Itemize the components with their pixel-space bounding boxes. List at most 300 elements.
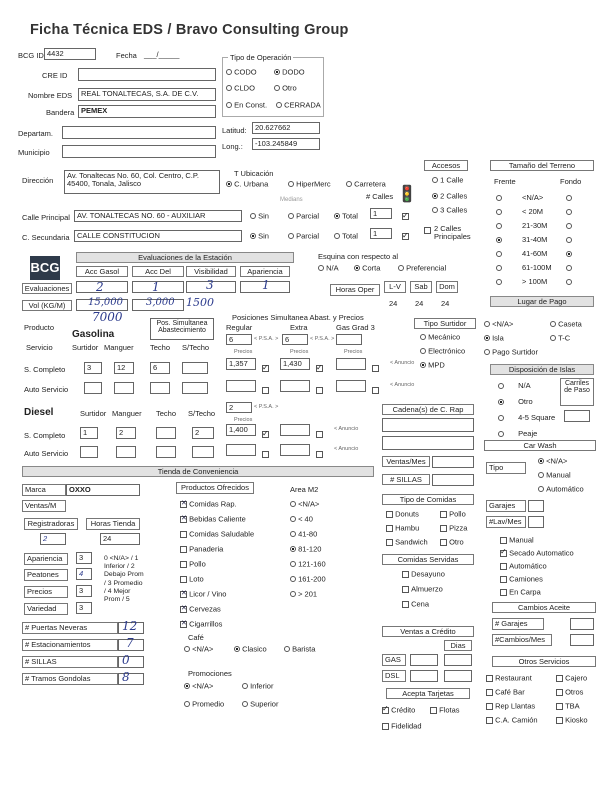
servida-almuerzo[interactable] <box>402 585 443 593</box>
otro-otros[interactable] <box>556 688 583 696</box>
otro-rep-llantas[interactable] <box>486 702 535 710</box>
credito-dsl-dias[interactable] <box>444 670 472 682</box>
surt-electronico[interactable] <box>420 347 465 355</box>
terreno-frente-100m[interactable] <box>496 278 502 286</box>
gas-extra-check[interactable] <box>316 360 323 378</box>
traffic-light-icon: 🚦 <box>397 186 417 203</box>
radio-icon <box>484 349 490 355</box>
gas-auto-check-reg[interactable] <box>262 382 269 400</box>
area-title: Area M2 <box>290 485 319 494</box>
terreno-fondo-21-30m[interactable] <box>566 222 572 230</box>
servida-almuerzo-label: Almuerzo <box>411 584 443 594</box>
cw-manual[interactable] <box>538 471 571 479</box>
diesel-price-check[interactable] <box>262 426 269 444</box>
cs-parcial[interactable] <box>288 232 319 240</box>
promo-inferior[interactable] <box>242 682 273 690</box>
aceite-garajes-field[interactable] <box>570 618 594 630</box>
checkbox-icon <box>500 576 507 583</box>
cw-na[interactable] <box>538 457 567 465</box>
marca-field[interactable]: OXXO <box>66 484 140 496</box>
cp-parcial[interactable] <box>288 212 319 220</box>
bcg-id-field[interactable]: 4432 <box>44 48 96 60</box>
evaluaciones-title: Evaluaciones de la Estación <box>76 252 294 263</box>
area-40[interactable] <box>290 515 313 523</box>
marca-label: Marca <box>22 484 66 496</box>
medians-label: Medians <box>280 197 303 203</box>
checkbox-icon <box>386 525 393 532</box>
promo-na[interactable] <box>184 682 213 690</box>
eval-apar-value: 1 <box>262 278 270 292</box>
productos-title: Productos Ofrecidos <box>176 482 254 494</box>
horas-lv-value[interactable]: 24 <box>389 299 398 308</box>
gas-auto-manguer[interactable] <box>114 382 134 394</box>
cre-field[interactable] <box>78 68 216 81</box>
calle-secundaria-field[interactable]: CALLE CONSTITUCION <box>74 230 242 242</box>
radio-icon <box>290 576 296 582</box>
pago-surtidor[interactable] <box>484 348 538 356</box>
checkbox-icon <box>556 717 563 724</box>
horas-tienda-label: Horas Tienda <box>86 518 140 530</box>
gas-stecho-field[interactable] <box>182 362 208 374</box>
neveras-label: # Puertas Neveras <box>22 622 118 634</box>
gas-techo-field[interactable]: 6 <box>150 362 170 374</box>
diesel-auto-check-2[interactable] <box>316 446 323 464</box>
terreno-frente-61-100m[interactable] <box>496 264 502 272</box>
op-cerrada[interactable] <box>276 101 321 109</box>
regular-label: Regular <box>226 323 253 332</box>
terreno-row-label: 21-30M <box>522 221 548 230</box>
cafe-na[interactable] <box>184 645 213 653</box>
cs-principal-check[interactable] <box>402 228 409 246</box>
sillas-tienda-label: # SILLAS <box>22 656 118 668</box>
terreno-fondo-61-100m[interactable] <box>566 264 572 272</box>
col-surtidor: Surtidor <box>72 343 99 352</box>
gas-auto-techo[interactable] <box>150 382 170 394</box>
ubic-hipermerc[interactable] <box>288 180 331 188</box>
comida-pizza[interactable] <box>440 524 467 532</box>
area-option-label: 81-120 <box>298 544 322 554</box>
checkbox-icon <box>262 451 269 458</box>
diesel-price-2[interactable] <box>280 424 310 436</box>
gas-auto-price-g3[interactable] <box>336 380 366 392</box>
terreno-frente-31-40m[interactable] <box>496 236 502 244</box>
credito-dsl-field[interactable] <box>410 670 438 682</box>
direccion-field[interactable] <box>64 170 220 194</box>
cadena-field-1[interactable] <box>382 418 474 432</box>
precio-label-g3: Precios <box>344 349 363 355</box>
gas-g3-check[interactable] <box>372 360 379 378</box>
checkbox-icon <box>486 675 493 682</box>
acc-2calles[interactable] <box>432 192 467 200</box>
promo-superior-label: Superior <box>250 699 279 709</box>
esq-corta-label: Corta <box>362 263 381 273</box>
esquina-title: Esquina con respecto al <box>318 252 399 261</box>
cw-auto[interactable] <box>538 485 584 493</box>
radio-icon <box>184 701 190 707</box>
cafe-barista[interactable] <box>284 645 315 653</box>
radio-selected-icon <box>334 213 340 219</box>
comida-donuts[interactable] <box>386 510 419 518</box>
area-201[interactable] <box>290 590 317 598</box>
gas-pos-g3[interactable] <box>336 334 362 345</box>
gas-pos-extra[interactable]: 6 <box>282 334 308 345</box>
ubic-urbana[interactable] <box>226 180 268 188</box>
comida-sandwich-label: Sandwich <box>395 537 428 547</box>
lav-mes-field[interactable] <box>528 516 544 528</box>
cafe-clasico[interactable] <box>234 645 267 653</box>
producto-label: Cervezas <box>189 604 221 614</box>
producto-loto[interactable] <box>180 575 204 583</box>
esq-preferencial[interactable] <box>398 264 446 272</box>
area-81-120[interactable] <box>290 545 321 553</box>
terreno-fondo-41-60m[interactable] <box>566 250 572 258</box>
islas-peaje[interactable] <box>498 430 537 438</box>
gas-price-g3[interactable] <box>336 358 366 370</box>
terreno-frente-41-60m[interactable] <box>496 250 502 258</box>
aceite-garajes-label: # Garajes <box>492 618 544 630</box>
cp-principal-check[interactable] <box>402 208 409 226</box>
area-n-a[interactable] <box>290 500 319 508</box>
servida-desayuno[interactable] <box>402 570 445 578</box>
producto-bebidas-caliente[interactable] <box>180 515 246 523</box>
otro-c-a-cami-n[interactable] <box>486 716 538 724</box>
checkbox-icon <box>486 703 493 710</box>
diesel-pos-field[interactable]: 2 <box>226 402 252 413</box>
eval-col-apariencia: Apariencia <box>240 266 290 277</box>
cp-calles-field[interactable]: 1 <box>370 208 392 219</box>
depto-field[interactable] <box>62 126 216 139</box>
radio-icon <box>346 181 352 187</box>
fecha-label: Fecha <box>116 51 137 60</box>
producto-cervezas[interactable] <box>180 605 221 613</box>
diesel-techo-field[interactable] <box>156 427 176 439</box>
area-41-80[interactable] <box>290 530 317 538</box>
otro-caf-bar[interactable] <box>486 688 525 696</box>
cw-carpa-label: En Carpa <box>509 587 541 597</box>
cp-sin-label: Sin <box>258 211 269 221</box>
esq-corta[interactable] <box>354 264 380 272</box>
checkbox-icon <box>402 586 409 593</box>
diesel-price[interactable]: 1,400 <box>226 424 256 436</box>
gas-price-extra[interactable]: 1,430 <box>280 358 310 370</box>
horas-lv-label: L-V <box>384 281 406 293</box>
cw-camiones-check[interactable] <box>500 575 543 583</box>
registradoras-field[interactable]: 2 <box>40 533 66 545</box>
gas-auto-surtidor[interactable] <box>84 382 102 394</box>
surt-mpd[interactable] <box>420 361 445 369</box>
horas-sab-label: Sab <box>410 281 432 293</box>
check-icon <box>402 213 409 220</box>
cs-sin[interactable] <box>250 232 269 240</box>
checkbox-icon <box>500 537 507 544</box>
cw-manual-check[interactable] <box>500 536 534 544</box>
promo-inferior-label: Inferior <box>250 681 274 691</box>
radio-icon <box>498 415 504 421</box>
cadena-field-2[interactable] <box>382 436 474 450</box>
diesel-surtidor-field[interactable]: 1 <box>80 427 98 439</box>
comida-sandwich[interactable] <box>386 538 428 546</box>
producto-label: Bebidas Caliente <box>189 514 246 524</box>
otro-restaurant[interactable] <box>486 674 532 682</box>
pago-tc[interactable] <box>550 334 570 342</box>
servida-cena[interactable] <box>402 600 429 608</box>
terreno-row-label: 31-40M <box>522 235 548 244</box>
ubic-urbana-label: C. Urbana <box>234 179 269 189</box>
radio-icon <box>274 85 280 91</box>
aceite-cambios-field[interactable] <box>570 634 594 646</box>
credito-gas-dias[interactable] <box>444 654 472 666</box>
diesel-check-2[interactable] <box>316 426 323 444</box>
credito-gas-label: GAS <box>382 654 406 666</box>
nombre-field[interactable]: REAL TONALTECAS, S.A. DE C.V. <box>78 88 216 101</box>
diesel-auto-check[interactable] <box>262 446 269 464</box>
radio-selected-icon <box>484 335 490 341</box>
op-otro[interactable] <box>274 84 297 92</box>
cafe-clasico-label: Clasico <box>242 644 267 654</box>
calle-principal-field[interactable]: AV. TONALTECAS NO. 60 - AUXILIAR <box>74 210 242 222</box>
cw-secado-check[interactable] <box>500 549 574 557</box>
acc-1calle[interactable] <box>432 176 463 184</box>
gasolina-label: Gasolina <box>72 329 115 340</box>
terreno-frente-21-30m[interactable] <box>496 222 502 230</box>
op-enconst[interactable] <box>226 101 267 109</box>
radio-icon <box>538 486 544 492</box>
diesel-manguer-field[interactable]: 2 <box>116 427 136 439</box>
latitud-label: Latitud: <box>222 126 247 135</box>
variedad-field[interactable]: 3 <box>76 602 92 614</box>
producto-cigarrillos[interactable] <box>180 620 222 628</box>
islas-na[interactable] <box>498 382 531 390</box>
producto-pollo[interactable] <box>180 560 206 568</box>
psa-label-extra: < P.S.A. > <box>310 336 335 342</box>
precio-label-reg: Precios <box>234 349 253 355</box>
depto-label: Departam. <box>18 129 54 138</box>
otro-label: Otros <box>565 687 584 697</box>
horas-tienda-field[interactable]: 24 <box>100 533 140 545</box>
gas-auto-price-extra[interactable] <box>280 380 310 392</box>
diesel-stecho-field[interactable]: 2 <box>192 427 214 439</box>
otro-label: Café Bar <box>495 687 525 697</box>
checkbox-icon <box>440 539 447 546</box>
radio-selected-icon <box>226 181 232 187</box>
credito-gas-field[interactable] <box>410 654 438 666</box>
pago-na[interactable] <box>484 320 513 328</box>
neveras-value: 12 <box>122 619 138 633</box>
cs-calles-field[interactable]: 1 <box>370 228 392 239</box>
comida-hambu[interactable] <box>386 524 419 532</box>
radio-icon <box>290 516 296 522</box>
otro-label: Cajero <box>565 673 588 683</box>
peatones-label: Peatones <box>24 569 68 581</box>
bandera-field[interactable]: PEMEX <box>78 105 216 118</box>
gas-pos-regular[interactable]: 6 <box>226 334 252 345</box>
acc-1calle-label: 1 Calle <box>440 175 464 185</box>
apariencia-label: Apariencia <box>24 553 68 565</box>
servicio-label: Servicio <box>26 343 53 352</box>
vol-gasol-value: 15,000 <box>88 297 123 308</box>
acc-3calles[interactable] <box>432 206 467 214</box>
terreno-fondo-20m[interactable] <box>566 208 572 216</box>
diesel-auto-manguer[interactable] <box>116 446 136 458</box>
radio-icon <box>420 348 426 354</box>
longitud-label: Long.: <box>222 142 243 151</box>
bandera-label: Bandera <box>46 108 75 117</box>
acc-2calles-label: 2 Calles <box>440 191 468 201</box>
cs-parcial-label: Parcial <box>296 231 320 241</box>
op-codo[interactable] <box>226 68 257 76</box>
pago-caseta[interactable] <box>550 320 582 328</box>
gas-regular-check[interactable] <box>262 360 269 378</box>
diesel-auto-stecho[interactable] <box>192 446 214 458</box>
eval-row-label: Evaluaciones <box>22 283 72 294</box>
carriles-field[interactable] <box>564 410 590 422</box>
terreno-fondo-100m[interactable] <box>566 278 572 286</box>
checkbox-icon <box>556 675 563 682</box>
cafe-label: Café <box>188 633 204 642</box>
eval-col-visibilidad: Visibilidad <box>186 266 236 277</box>
gas-auto-price-reg[interactable] <box>226 380 256 392</box>
checkbox-icon <box>372 387 379 394</box>
otro-label: Restaurant <box>495 673 532 683</box>
promo-superior[interactable] <box>242 700 278 708</box>
checkbox-icon <box>500 589 507 596</box>
terreno-fondo-n-a[interactable] <box>566 194 572 202</box>
scompleto-label-d: S. Completo <box>24 431 66 440</box>
radio-icon <box>496 223 502 229</box>
terreno-row-label: 61-100M <box>522 263 552 272</box>
eval-col-gasol: Acc Gasol <box>76 266 128 277</box>
comida-pollo[interactable] <box>440 510 466 518</box>
rating-scale <box>104 555 144 604</box>
area-161-200[interactable] <box>290 575 326 583</box>
horas-dom-value[interactable]: 24 <box>441 299 450 308</box>
carriles-label: Carriles de Paso <box>560 378 594 406</box>
municipio-field[interactable] <box>62 145 216 158</box>
radio-icon <box>566 195 572 201</box>
sillas-cafe-field[interactable] <box>432 474 474 486</box>
tarjeta-credito-label: Crédito <box>391 705 416 715</box>
radio-icon <box>242 683 248 689</box>
auto-label-gas: Auto Servicio <box>24 385 69 394</box>
pago-surtidor-label: Pago Surtidor <box>492 347 538 357</box>
precios-tienda-field[interactable]: 3 <box>76 585 92 597</box>
frente-label: Frente <box>494 177 516 186</box>
scompleto-label-gas: S. Completo <box>24 365 66 374</box>
tarjeta-credito[interactable] <box>382 706 415 714</box>
cs-total[interactable] <box>334 232 358 240</box>
peatones-field[interactable]: 4 <box>76 568 92 580</box>
direccion-line1: Av. Tonaltecas No. 60, Col. Centro, C.P. <box>67 171 200 180</box>
radio-icon <box>484 321 490 327</box>
diesel-auto-price-2[interactable] <box>280 444 310 456</box>
col-surtidor-d: Surtidor <box>80 409 107 418</box>
cw-carpa-check[interactable] <box>500 588 541 596</box>
cw-auto-check[interactable] <box>500 562 547 570</box>
promo-promedio[interactable] <box>184 700 224 708</box>
diesel-auto-techo[interactable] <box>156 446 176 458</box>
acc-principales[interactable] <box>424 226 431 234</box>
calles-label: # Calles <box>366 192 394 201</box>
bcg-logo: BCG <box>30 256 60 280</box>
tarjeta-flotas-label: Flotas <box>439 705 460 715</box>
radio-icon <box>566 265 572 271</box>
radio-selected-icon <box>566 251 572 257</box>
radio-selected-icon <box>184 683 190 689</box>
otro-tba[interactable] <box>556 702 580 710</box>
op-cldo[interactable] <box>226 84 255 92</box>
esq-na[interactable] <box>318 264 339 272</box>
surt-mecanico[interactable] <box>420 333 460 341</box>
cp-sin[interactable] <box>250 212 269 220</box>
producto-licor-vino[interactable] <box>180 590 226 598</box>
gas-manguer-field[interactable]: 12 <box>114 362 134 374</box>
cp-total[interactable] <box>334 212 358 220</box>
producto-comidas-saludable[interactable] <box>180 530 254 538</box>
tarjeta-fidelidad[interactable] <box>382 722 422 730</box>
eval-visib-value: 3 <box>206 278 214 292</box>
terreno-title: Tamaño del Terreno <box>490 160 594 171</box>
otro-kiosko[interactable] <box>556 716 588 724</box>
latitud-field[interactable]: 20.627662 <box>252 122 320 134</box>
gas-price-regular[interactable]: 1,357 <box>226 358 256 370</box>
pago-isla[interactable] <box>484 334 504 342</box>
cw-secado-label: Secado Automatico <box>509 548 574 558</box>
checkbox-icon <box>180 561 187 568</box>
gas-surtidor-field[interactable]: 3 <box>84 362 102 374</box>
comida-otro[interactable] <box>440 538 464 546</box>
ventas-mes-field[interactable] <box>432 456 474 468</box>
apariencia-field[interactable]: 3 <box>76 552 92 564</box>
horas-sab-value[interactable]: 24 <box>415 299 424 308</box>
pos-simultanea-box: Pos. Simultanea Abastecimiento <box>150 318 214 340</box>
tipo-operacion-title: Tipo de Operación <box>230 53 292 62</box>
estacionamientos-label: # Estacionamientos <box>22 639 118 651</box>
producto-comidas-rap[interactable] <box>180 500 237 508</box>
precios-tienda-label: Precios <box>24 586 68 598</box>
terreno-frente-20m[interactable] <box>496 208 502 216</box>
op-dodo[interactable] <box>274 68 305 76</box>
diesel-auto-surtidor[interactable] <box>80 446 98 458</box>
tarjeta-flotas[interactable] <box>430 706 460 714</box>
fecha-field[interactable]: ___/_____ <box>144 50 180 59</box>
radio-icon <box>288 181 294 187</box>
radio-icon <box>318 265 324 271</box>
longitud-field[interactable]: -103.245849 <box>252 138 320 150</box>
check-icon <box>262 365 269 372</box>
anuncio-label-d: < Anuncio <box>334 426 359 432</box>
ubic-carretera[interactable] <box>346 180 386 188</box>
cw-camiones-label: Camiones <box>509 574 543 584</box>
terreno-fondo-31-40m[interactable] <box>566 236 572 244</box>
otro-cajero[interactable] <box>556 674 587 682</box>
gas-auto-check-extra[interactable] <box>316 382 323 400</box>
area-121-160[interactable] <box>290 560 326 568</box>
producto-panaderia[interactable] <box>180 545 223 553</box>
acc-principales-label: 2 Calles Principales <box>434 224 471 242</box>
islas-otro[interactable] <box>498 398 533 406</box>
calle-principal-label: Calle Principal <box>22 213 70 222</box>
diesel-auto-price[interactable] <box>226 444 256 456</box>
otro-label: C.A. Camión <box>495 715 538 725</box>
terreno-frente-n-a[interactable] <box>496 194 502 202</box>
gas-auto-stecho[interactable] <box>182 382 208 394</box>
check-x-icon <box>180 516 187 523</box>
gas-auto-check-g3[interactable] <box>372 382 379 400</box>
eval-col-del: Acc Del <box>132 266 184 277</box>
garajes-field[interactable] <box>528 500 544 512</box>
terreno-row-label: < 20M <box>522 207 544 216</box>
islas-square[interactable] <box>498 414 555 422</box>
